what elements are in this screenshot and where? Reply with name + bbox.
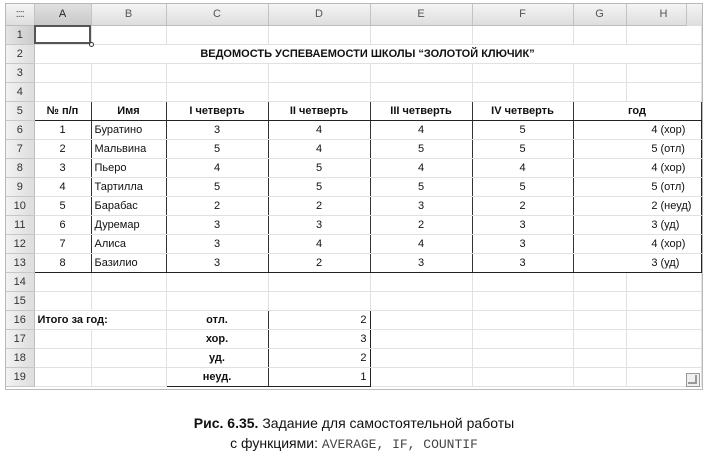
year-grade[interactable]	[573, 253, 701, 272]
student-name[interactable]: Тартилла	[91, 177, 166, 196]
student-name[interactable]: Алиса	[91, 234, 166, 253]
quarter-grade-q3[interactable]: 5	[370, 139, 472, 158]
student-number[interactable]: 4	[34, 177, 91, 196]
year-grade-wrap	[577, 143, 698, 155]
cell-16-0[interactable]	[34, 329, 91, 348]
year-grade[interactable]	[573, 177, 701, 196]
sheet-row	[6, 234, 701, 253]
cell-13-1[interactable]	[91, 272, 166, 291]
caption-line-2	[0, 433, 708, 455]
year-grade-wrap	[577, 219, 698, 231]
year-grade-wrap	[577, 238, 698, 250]
year-grade-wrap	[577, 181, 698, 193]
header-cell-6[interactable]: год	[573, 101, 701, 120]
cell-14-3[interactable]	[268, 291, 370, 310]
cell-14-5[interactable]	[472, 291, 573, 310]
sheet-row	[6, 310, 701, 329]
quarter-grade-q3[interactable]: 4	[370, 158, 472, 177]
sheet-row	[6, 272, 701, 291]
cell-3-2[interactable]	[166, 82, 268, 101]
cell-13-6[interactable]	[573, 272, 626, 291]
cell-17-1[interactable]	[91, 348, 166, 367]
quarter-grade-q4[interactable]: 5	[472, 177, 573, 196]
cell-13-2[interactable]	[166, 272, 268, 291]
cell-3-0[interactable]	[34, 82, 91, 101]
sheet-row	[6, 63, 701, 82]
cell-2-6[interactable]	[573, 63, 626, 82]
cell-a1-selected[interactable]	[34, 25, 91, 44]
cell-2-3[interactable]	[268, 63, 370, 82]
year-spacer	[577, 181, 634, 193]
sheet-row	[6, 215, 701, 234]
quarter-grade-q1[interactable]: 3	[166, 215, 268, 234]
year-word: (уд)	[660, 256, 680, 269]
year-numeric: 4	[651, 237, 658, 250]
year-word: (уд)	[660, 218, 680, 231]
quarter-grade-q2[interactable]: 4	[268, 234, 370, 253]
year-word: (хор)	[660, 237, 686, 250]
cell-17-6[interactable]	[573, 348, 626, 367]
cell-14-6[interactable]	[573, 291, 626, 310]
cell-17-0[interactable]	[34, 348, 91, 367]
column-header-h[interactable]: H	[626, 4, 701, 25]
sheet-row	[6, 196, 701, 215]
select-all-corner[interactable]: ::::	[6, 4, 34, 25]
student-number[interactable]: 7	[34, 234, 91, 253]
row-header-4[interactable]: 4	[6, 82, 34, 101]
cell-13-3[interactable]	[268, 272, 370, 291]
resize-grip-icon[interactable]	[686, 373, 700, 387]
quarter-grade-q3[interactable]: 3	[370, 196, 472, 215]
year-grade[interactable]	[573, 158, 701, 177]
cell-13-4[interactable]	[370, 272, 472, 291]
summary-grade-label[interactable]: хор.	[166, 329, 268, 348]
cell-3-4[interactable]	[370, 82, 472, 101]
quarter-grade-q4[interactable]: 5	[472, 120, 573, 139]
summary-grade-label[interactable]: уд.	[166, 348, 268, 367]
year-grade-wrap	[577, 200, 698, 212]
row-header-6[interactable]: 6	[6, 120, 34, 139]
year-grade[interactable]	[573, 215, 701, 234]
quarter-grade-q1[interactable]: 5	[166, 177, 268, 196]
year-numeric: 3	[651, 218, 658, 231]
row-header-14[interactable]: 14	[6, 272, 34, 291]
year-word: (неуд)	[660, 199, 692, 212]
sheet-row	[6, 291, 701, 310]
cell-2-1[interactable]	[91, 63, 166, 82]
cell-0-7[interactable]	[626, 25, 701, 44]
year-grade[interactable]	[573, 196, 701, 215]
column-header-d[interactable]: D	[268, 4, 370, 25]
quarter-grade-q3[interactable]: 5	[370, 177, 472, 196]
student-number[interactable]: 2	[34, 139, 91, 158]
year-spacer	[577, 200, 634, 212]
quarter-grade-q2[interactable]: 4	[268, 120, 370, 139]
quarter-grade-q2[interactable]: 2	[268, 253, 370, 272]
cell-17-5[interactable]	[472, 348, 573, 367]
cell-16-7[interactable]	[626, 329, 701, 348]
student-number[interactable]: 3	[34, 158, 91, 177]
fill-handle[interactable]	[89, 42, 94, 47]
year-numeric: 4	[651, 123, 658, 136]
year-numeric: 5	[651, 180, 658, 193]
cell-15-7[interactable]	[626, 310, 701, 329]
row-header-9[interactable]: 9	[6, 177, 34, 196]
row-header-1[interactable]: 1	[6, 25, 34, 44]
cell-17-4[interactable]	[370, 348, 472, 367]
spreadsheet	[5, 3, 703, 390]
quarter-grade-q3[interactable]: 4	[370, 234, 472, 253]
row-header-17[interactable]: 17	[6, 329, 34, 348]
row-header-19[interactable]: 19	[6, 367, 34, 386]
year-word: (хор)	[660, 123, 686, 136]
cell-15-5[interactable]	[472, 310, 573, 329]
sheet-row	[6, 348, 701, 367]
quarter-grade-q2[interactable]: 5	[268, 158, 370, 177]
quarter-grade-q3[interactable]: 3	[370, 253, 472, 272]
year-spacer	[577, 162, 634, 174]
cell-0-1[interactable]	[91, 25, 166, 44]
quarter-grade-q1[interactable]: 4	[166, 158, 268, 177]
cell-14-0[interactable]	[34, 291, 91, 310]
cell-15-6[interactable]	[573, 310, 626, 329]
caption-line-1	[0, 413, 708, 433]
column-header-e[interactable]: E	[370, 4, 472, 25]
figure-caption	[0, 413, 708, 455]
student-name[interactable]: Базилио	[91, 253, 166, 272]
header-cell-0[interactable]: № п/п	[34, 101, 91, 120]
quarter-grade-q4[interactable]: 3	[472, 215, 573, 234]
sheet-grid	[6, 4, 702, 387]
cell-15-4[interactable]	[370, 310, 472, 329]
column-header-c[interactable]: C	[166, 4, 268, 25]
summary-grade-label[interactable]: неуд.	[166, 367, 268, 386]
sheet-row	[6, 139, 701, 158]
row-header-10[interactable]: 10	[6, 196, 34, 215]
cell-3-5[interactable]	[472, 82, 573, 101]
sheet-row	[6, 367, 701, 386]
student-name[interactable]: Мальвина	[91, 139, 166, 158]
cell-0-4[interactable]	[370, 25, 472, 44]
cell-14-1[interactable]	[91, 291, 166, 310]
quarter-grade-q4[interactable]: 3	[472, 253, 573, 272]
cell-16-6[interactable]	[573, 329, 626, 348]
column-header-a[interactable]: A	[34, 4, 91, 25]
row-header-18[interactable]: 18	[6, 348, 34, 367]
quarter-grade-q2[interactable]: 2	[268, 196, 370, 215]
year-spacer	[577, 124, 634, 136]
row-header-3[interactable]: 3	[6, 63, 34, 82]
year-spacer	[577, 257, 634, 269]
header-scroll-cap	[686, 4, 702, 26]
quarter-grade-q3[interactable]: 2	[370, 215, 472, 234]
cell-17-7[interactable]	[626, 348, 701, 367]
year-numeric: 3	[651, 256, 658, 269]
year-grade[interactable]	[573, 234, 701, 253]
quarter-grade-q2[interactable]: 3	[268, 215, 370, 234]
cell-3-3[interactable]	[268, 82, 370, 101]
summary-count[interactable]: 1	[268, 367, 370, 386]
year-spacer	[577, 238, 634, 250]
header-cell-1[interactable]: Имя	[91, 101, 166, 120]
quarter-grade-q1[interactable]: 3	[166, 120, 268, 139]
student-number[interactable]: 8	[34, 253, 91, 272]
column-header-f[interactable]: F	[472, 4, 573, 25]
row-header-16[interactable]: 16	[6, 310, 34, 329]
year-word: (отл)	[660, 142, 685, 155]
student-name[interactable]: Дуремар	[91, 215, 166, 234]
quarter-grade-q2[interactable]: 5	[268, 177, 370, 196]
quarter-grade-q1[interactable]: 5	[166, 139, 268, 158]
row-header-13[interactable]: 13	[6, 253, 34, 272]
cell-18-4[interactable]	[370, 367, 472, 386]
year-numeric: 5	[651, 142, 658, 155]
cell-18-1[interactable]	[91, 367, 166, 386]
sheet-row	[6, 158, 701, 177]
cell-14-7[interactable]	[626, 291, 701, 310]
year-spacer	[577, 219, 634, 231]
row-header-11[interactable]: 11	[6, 215, 34, 234]
quarter-grade-q1[interactable]: 3	[166, 253, 268, 272]
cell-2-4[interactable]	[370, 63, 472, 82]
year-grade-wrap	[577, 162, 698, 174]
cell-0-2[interactable]	[166, 25, 268, 44]
caption-text-2: с функциями:	[230, 435, 322, 451]
student-number[interactable]: 6	[34, 215, 91, 234]
quarter-grade-q2[interactable]: 4	[268, 139, 370, 158]
header-cell-5[interactable]: IV четверть	[472, 101, 573, 120]
year-grade[interactable]	[573, 120, 701, 139]
row-header-2[interactable]: 2	[6, 44, 34, 63]
cell-13-0[interactable]	[34, 272, 91, 291]
student-name[interactable]: Пьеро	[91, 158, 166, 177]
figure-number: Рис. 6.35.	[193, 415, 259, 431]
year-word: (хор)	[660, 161, 686, 174]
cell-13-7[interactable]	[626, 272, 701, 291]
student-name[interactable]: Барабас	[91, 196, 166, 215]
cell-16-4[interactable]	[370, 329, 472, 348]
summary-count[interactable]: 2	[268, 310, 370, 329]
sheet-row	[6, 82, 701, 101]
cell-2-5[interactable]	[472, 63, 573, 82]
quarter-grade-q1[interactable]: 2	[166, 196, 268, 215]
cell-18-0[interactable]	[34, 367, 91, 386]
sheet-row	[6, 25, 701, 44]
cell-2-7[interactable]	[626, 63, 701, 82]
cell-3-1[interactable]	[91, 82, 166, 101]
cell-18-5[interactable]	[472, 367, 573, 386]
quarter-grade-q4[interactable]: 4	[472, 158, 573, 177]
cell-0-6[interactable]	[573, 25, 626, 44]
summary-count[interactable]: 3	[268, 329, 370, 348]
cell-0-3[interactable]	[268, 25, 370, 44]
header-cell-4[interactable]: III четверть	[370, 101, 472, 120]
caption-text: Задание для самостоятельной работы	[258, 415, 515, 431]
summary-heading[interactable]: Итого за год:	[34, 310, 166, 329]
student-number[interactable]: 1	[34, 120, 91, 139]
quarter-grade-q4[interactable]: 2	[472, 196, 573, 215]
sheet-row	[6, 44, 701, 63]
year-spacer	[577, 143, 634, 155]
quarter-grade-q4[interactable]: 5	[472, 139, 573, 158]
year-grade[interactable]	[573, 139, 701, 158]
column-header-b[interactable]: B	[91, 4, 166, 25]
student-number[interactable]: 5	[34, 196, 91, 215]
cell-2-0[interactable]	[34, 63, 91, 82]
sheet-row	[6, 177, 701, 196]
sheet-row	[6, 253, 701, 272]
sheet-title[interactable]: ВЕДОМОСТЬ УСПЕВАЕМОСТИ ШКОЛЫ “ЗОЛОТОЙ КЛЮЧИК”	[34, 44, 701, 63]
cell-18-6[interactable]	[573, 367, 626, 386]
cell-3-7[interactable]	[626, 82, 701, 101]
column-header-g[interactable]: G	[573, 4, 626, 25]
column-header-row	[6, 4, 701, 25]
row-header-5[interactable]: 5	[6, 101, 34, 120]
year-grade-wrap	[577, 257, 698, 269]
year-numeric: 4	[651, 161, 658, 174]
year-word: (отл)	[660, 180, 685, 193]
year-grade-wrap	[577, 124, 698, 136]
cell-14-4[interactable]	[370, 291, 472, 310]
header-cell-2[interactable]: I четверть	[166, 101, 268, 120]
row-header-7[interactable]: 7	[6, 139, 34, 158]
function-list: AVERAGE, IF, COUNTIF	[321, 437, 478, 452]
cell-14-2[interactable]	[166, 291, 268, 310]
cell-2-2[interactable]	[166, 63, 268, 82]
quarter-grade-q3[interactable]: 4	[370, 120, 472, 139]
student-name[interactable]: Буратино	[91, 120, 166, 139]
quarter-grade-q1[interactable]: 3	[166, 234, 268, 253]
quarter-grade-q4[interactable]: 3	[472, 234, 573, 253]
row-header-8[interactable]: 8	[6, 158, 34, 177]
cell-3-6[interactable]	[573, 82, 626, 101]
year-numeric: 2	[651, 199, 658, 212]
row-header-15[interactable]: 15	[6, 291, 34, 310]
cell-16-5[interactable]	[472, 329, 573, 348]
cell-16-1[interactable]	[91, 329, 166, 348]
sheet-row	[6, 120, 701, 139]
summary-count[interactable]: 2	[268, 348, 370, 367]
sheet-row	[6, 329, 701, 348]
sheet-row	[6, 101, 701, 120]
row-header-12[interactable]: 12	[6, 234, 34, 253]
summary-grade-label[interactable]: отл.	[166, 310, 268, 329]
cell-13-5[interactable]	[472, 272, 573, 291]
cell-0-5[interactable]	[472, 25, 573, 44]
header-cell-3[interactable]: II четверть	[268, 101, 370, 120]
